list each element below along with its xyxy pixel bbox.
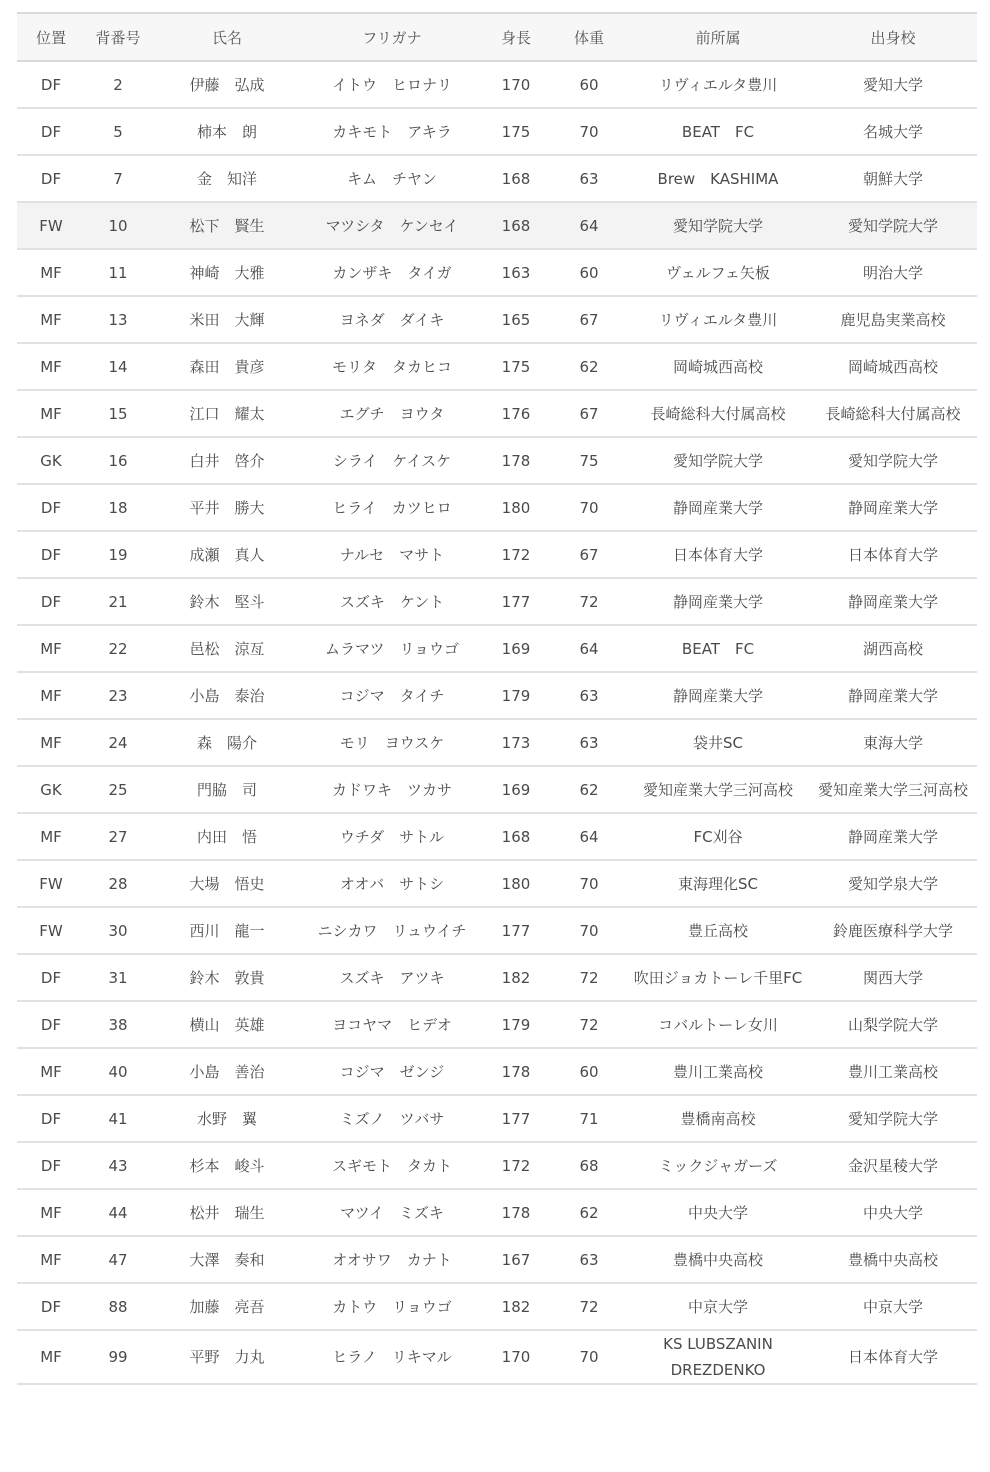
cell-weight: 62: [551, 1189, 627, 1236]
cell-school: 朝鮮大学: [809, 155, 977, 202]
cell-previous-team: 中京大学: [627, 1283, 809, 1330]
cell-weight: 70: [551, 907, 627, 954]
table-row: [17, 625, 977, 672]
cell-name: 米田 大輝: [151, 296, 303, 343]
cell-name: 小島 泰治: [151, 672, 303, 719]
table-row: [17, 813, 977, 860]
table-row: [17, 1048, 977, 1095]
cell-position: DF: [17, 531, 85, 578]
cell-school: 豊川工業高校: [809, 1048, 977, 1095]
cell-name: 西川 龍一: [151, 907, 303, 954]
cell-previous-team: 豊丘高校: [627, 907, 809, 954]
cell-position: DF: [17, 61, 85, 108]
cell-weight: 72: [551, 1001, 627, 1048]
cell-school: 愛知産業大学三河高校: [809, 766, 977, 813]
cell-school: 長崎総科大付属高校: [809, 390, 977, 437]
cell-furigana: コジマ タイチ: [303, 672, 481, 719]
cell-number: 88: [85, 1283, 151, 1330]
cell-weight: 67: [551, 296, 627, 343]
cell-number: 11: [85, 249, 151, 296]
cell-name: 金 知洋: [151, 155, 303, 202]
cell-name: 水野 翼: [151, 1095, 303, 1142]
cell-number: 43: [85, 1142, 151, 1189]
cell-previous-team: ミックジャガーズ: [627, 1142, 809, 1189]
cell-height: 172: [481, 531, 551, 578]
cell-position: MF: [17, 719, 85, 766]
cell-height: 182: [481, 954, 551, 1001]
cell-height: 180: [481, 860, 551, 907]
cell-previous-team: ヴェルフェ矢板: [627, 249, 809, 296]
cell-number: 38: [85, 1001, 151, 1048]
cell-position: MF: [17, 296, 85, 343]
cell-position: DF: [17, 1001, 85, 1048]
cell-name: 小島 善治: [151, 1048, 303, 1095]
cell-number: 41: [85, 1095, 151, 1142]
table-row: [17, 578, 977, 625]
header-furigana: フリガナ: [303, 13, 481, 61]
table-row: [17, 437, 977, 484]
cell-furigana: マツイ ミズキ: [303, 1189, 481, 1236]
table-header: [17, 13, 977, 61]
cell-height: 177: [481, 907, 551, 954]
cell-height: 169: [481, 766, 551, 813]
cell-position: GK: [17, 766, 85, 813]
cell-name: 平野 力丸: [151, 1330, 303, 1384]
cell-weight: 70: [551, 860, 627, 907]
table-row: [17, 766, 977, 813]
table-row: [17, 672, 977, 719]
cell-name: 森田 貴彦: [151, 343, 303, 390]
cell-number: 13: [85, 296, 151, 343]
cell-position: MF: [17, 1189, 85, 1236]
cell-school: 岡崎城西高校: [809, 343, 977, 390]
cell-weight: 63: [551, 672, 627, 719]
cell-height: 179: [481, 672, 551, 719]
cell-previous-team: 豊橋南高校: [627, 1095, 809, 1142]
cell-height: 173: [481, 719, 551, 766]
table-row: [17, 719, 977, 766]
cell-height: 175: [481, 343, 551, 390]
cell-weight: 72: [551, 954, 627, 1001]
cell-position: MF: [17, 672, 85, 719]
table-row: [17, 954, 977, 1001]
cell-name: 邑松 涼亙: [151, 625, 303, 672]
cell-position: GK: [17, 437, 85, 484]
cell-number: 24: [85, 719, 151, 766]
cell-height: 178: [481, 1048, 551, 1095]
cell-name: 大場 悟史: [151, 860, 303, 907]
cell-previous-team: リヴィエルタ豊川: [627, 61, 809, 108]
table-row: [17, 249, 977, 296]
cell-number: 7: [85, 155, 151, 202]
cell-height: 170: [481, 1330, 551, 1384]
cell-weight: 72: [551, 578, 627, 625]
cell-height: 163: [481, 249, 551, 296]
cell-weight: 64: [551, 202, 627, 249]
cell-height: 176: [481, 390, 551, 437]
cell-furigana: シライ ケイスケ: [303, 437, 481, 484]
cell-height: 177: [481, 578, 551, 625]
cell-height: 168: [481, 813, 551, 860]
cell-school: 鈴鹿医療科学大学: [809, 907, 977, 954]
cell-furigana: ヨネダ ダイキ: [303, 296, 481, 343]
cell-furigana: モリタ タカヒコ: [303, 343, 481, 390]
cell-position: DF: [17, 1283, 85, 1330]
table-row: [17, 108, 977, 155]
cell-name: 江口 耀太: [151, 390, 303, 437]
cell-position: DF: [17, 1095, 85, 1142]
cell-number: 27: [85, 813, 151, 860]
cell-previous-team: リヴィエルタ豊川: [627, 296, 809, 343]
cell-weight: 67: [551, 390, 627, 437]
table-row: [17, 907, 977, 954]
cell-height: 165: [481, 296, 551, 343]
cell-number: 21: [85, 578, 151, 625]
cell-name: 平井 勝大: [151, 484, 303, 531]
cell-school: 湖西高校: [809, 625, 977, 672]
cell-position: DF: [17, 484, 85, 531]
cell-furigana: スズキ ケント: [303, 578, 481, 625]
cell-name: 白井 啓介: [151, 437, 303, 484]
cell-number: 99: [85, 1330, 151, 1384]
cell-name: 内田 悟: [151, 813, 303, 860]
cell-height: 168: [481, 202, 551, 249]
cell-previous-team: 豊橋中央高校: [627, 1236, 809, 1283]
cell-position: MF: [17, 1236, 85, 1283]
cell-school: 名城大学: [809, 108, 977, 155]
cell-weight: 71: [551, 1095, 627, 1142]
cell-furigana: カキモト アキラ: [303, 108, 481, 155]
cell-previous-team: 愛知産業大学三河高校: [627, 766, 809, 813]
cell-position: MF: [17, 249, 85, 296]
cell-height: 179: [481, 1001, 551, 1048]
roster-table-container: [17, 12, 977, 1385]
cell-name: 松下 賢生: [151, 202, 303, 249]
cell-name: 鈴木 堅斗: [151, 578, 303, 625]
header-name: 氏名: [151, 13, 303, 61]
cell-previous-team: 愛知学院大学: [627, 202, 809, 249]
cell-school: 鹿児島実業高校: [809, 296, 977, 343]
cell-previous-team: 静岡産業大学: [627, 672, 809, 719]
cell-previous-team: 豊川工業高校: [627, 1048, 809, 1095]
cell-number: 25: [85, 766, 151, 813]
cell-weight: 68: [551, 1142, 627, 1189]
cell-weight: 60: [551, 61, 627, 108]
header-position: 位置: [17, 13, 85, 61]
cell-previous-team: コバルトーレ女川: [627, 1001, 809, 1048]
cell-weight: 70: [551, 108, 627, 155]
table-row: [17, 860, 977, 907]
cell-weight: 72: [551, 1283, 627, 1330]
cell-school: 愛知学院大学: [809, 202, 977, 249]
cell-previous-team: 静岡産業大学: [627, 484, 809, 531]
cell-school: 愛知学院大学: [809, 437, 977, 484]
cell-previous-team: 中央大学: [627, 1189, 809, 1236]
cell-position: DF: [17, 954, 85, 1001]
cell-weight: 67: [551, 531, 627, 578]
cell-name: 鈴木 敦貴: [151, 954, 303, 1001]
cell-weight: 63: [551, 1236, 627, 1283]
cell-furigana: オオバ サトシ: [303, 860, 481, 907]
cell-height: 170: [481, 61, 551, 108]
cell-previous-team: 長崎総科大付属高校: [627, 390, 809, 437]
cell-weight: 64: [551, 625, 627, 672]
cell-number: 22: [85, 625, 151, 672]
cell-previous-team: 東海理化SC: [627, 860, 809, 907]
table-row: [17, 1095, 977, 1142]
cell-position: MF: [17, 390, 85, 437]
table-body: [17, 61, 977, 1384]
cell-position: MF: [17, 343, 85, 390]
cell-previous-team: 吹田ジョカトーレ千里FC: [627, 954, 809, 1001]
cell-name: 森 陽介: [151, 719, 303, 766]
cell-furigana: イトウ ヒロナリ: [303, 61, 481, 108]
cell-number: 5: [85, 108, 151, 155]
cell-height: 175: [481, 108, 551, 155]
cell-furigana: ヒライ カツヒロ: [303, 484, 481, 531]
cell-previous-team: FC刈谷: [627, 813, 809, 860]
cell-name: 成瀬 真人: [151, 531, 303, 578]
table-row: [17, 484, 977, 531]
cell-furigana: カンザキ タイガ: [303, 249, 481, 296]
cell-number: 23: [85, 672, 151, 719]
cell-previous-team: 静岡産業大学: [627, 578, 809, 625]
cell-school: 東海大学: [809, 719, 977, 766]
cell-number: 44: [85, 1189, 151, 1236]
cell-height: 182: [481, 1283, 551, 1330]
cell-furigana: スギモト タカト: [303, 1142, 481, 1189]
cell-furigana: ナルセ マサト: [303, 531, 481, 578]
cell-number: 31: [85, 954, 151, 1001]
header-previous-team: 前所属: [627, 13, 809, 61]
cell-position: DF: [17, 1142, 85, 1189]
table-row: [17, 343, 977, 390]
cell-school: 豊橋中央高校: [809, 1236, 977, 1283]
cell-furigana: オオサワ カナト: [303, 1236, 481, 1283]
header-weight: 体重: [551, 13, 627, 61]
table-row: [17, 1189, 977, 1236]
table-row: [17, 61, 977, 108]
cell-name: 神崎 大雅: [151, 249, 303, 296]
cell-furigana: キム チヤン: [303, 155, 481, 202]
cell-previous-team: Brew KASHIMA: [627, 155, 809, 202]
cell-furigana: ウチダ サトル: [303, 813, 481, 860]
header-row: [17, 13, 977, 61]
cell-school: 静岡産業大学: [809, 578, 977, 625]
roster-table: [17, 12, 977, 1385]
cell-weight: 64: [551, 813, 627, 860]
cell-school: 愛知学泉大学: [809, 860, 977, 907]
cell-position: FW: [17, 860, 85, 907]
cell-school: 愛知大学: [809, 61, 977, 108]
cell-weight: 62: [551, 343, 627, 390]
cell-school: 中京大学: [809, 1283, 977, 1330]
table-row: [17, 1142, 977, 1189]
cell-position: MF: [17, 813, 85, 860]
cell-height: 180: [481, 484, 551, 531]
cell-previous-team: BEAT FC: [627, 625, 809, 672]
header-number: 背番号: [85, 13, 151, 61]
cell-name: 柿本 朗: [151, 108, 303, 155]
cell-number: 40: [85, 1048, 151, 1095]
cell-number: 10: [85, 202, 151, 249]
cell-position: MF: [17, 1048, 85, 1095]
cell-weight: 63: [551, 155, 627, 202]
cell-height: 167: [481, 1236, 551, 1283]
cell-number: 18: [85, 484, 151, 531]
cell-furigana: モリ ヨウスケ: [303, 719, 481, 766]
cell-previous-team: 袋井SC: [627, 719, 809, 766]
cell-name: 大澤 奏和: [151, 1236, 303, 1283]
cell-school: 山梨学院大学: [809, 1001, 977, 1048]
cell-furigana: ヒラノ リキマル: [303, 1330, 481, 1384]
cell-weight: 60: [551, 249, 627, 296]
cell-furigana: スズキ アツキ: [303, 954, 481, 1001]
cell-school: 静岡産業大学: [809, 484, 977, 531]
cell-school: 明治大学: [809, 249, 977, 296]
cell-height: 169: [481, 625, 551, 672]
cell-previous-team: 愛知学院大学: [627, 437, 809, 484]
cell-furigana: ヨコヤマ ヒデオ: [303, 1001, 481, 1048]
cell-position: DF: [17, 578, 85, 625]
cell-number: 47: [85, 1236, 151, 1283]
cell-position: FW: [17, 907, 85, 954]
cell-height: 178: [481, 437, 551, 484]
cell-furigana: マツシタ ケンセイ: [303, 202, 481, 249]
table-row: [17, 1001, 977, 1048]
cell-number: 28: [85, 860, 151, 907]
cell-weight: 70: [551, 484, 627, 531]
cell-position: DF: [17, 108, 85, 155]
cell-number: 30: [85, 907, 151, 954]
cell-position: FW: [17, 202, 85, 249]
cell-name: 横山 英雄: [151, 1001, 303, 1048]
table-row: [17, 155, 977, 202]
header-school: 出身校: [809, 13, 977, 61]
cell-number: 14: [85, 343, 151, 390]
cell-school: 愛知学院大学: [809, 1095, 977, 1142]
table-row: [17, 1236, 977, 1283]
cell-furigana: コジマ ゼンジ: [303, 1048, 481, 1095]
cell-number: 19: [85, 531, 151, 578]
cell-weight: 63: [551, 719, 627, 766]
cell-height: 168: [481, 155, 551, 202]
cell-weight: 75: [551, 437, 627, 484]
cell-previous-team: 岡崎城西高校: [627, 343, 809, 390]
cell-furigana: ミズノ ツバサ: [303, 1095, 481, 1142]
cell-previous-team: KS LUBSZANIN DREZDENKO: [627, 1330, 809, 1384]
cell-number: 16: [85, 437, 151, 484]
cell-school: 静岡産業大学: [809, 672, 977, 719]
cell-number: 15: [85, 390, 151, 437]
table-row: [17, 202, 977, 249]
cell-previous-team: BEAT FC: [627, 108, 809, 155]
header-height: 身長: [481, 13, 551, 61]
cell-name: 加藤 亮吾: [151, 1283, 303, 1330]
table-row: [17, 1330, 977, 1384]
cell-school: 日本体育大学: [809, 531, 977, 578]
cell-furigana: カトウ リョウゴ: [303, 1283, 481, 1330]
cell-height: 172: [481, 1142, 551, 1189]
cell-school: 金沢星稜大学: [809, 1142, 977, 1189]
cell-previous-team: 日本体育大学: [627, 531, 809, 578]
cell-school: 日本体育大学: [809, 1330, 977, 1384]
cell-school: 静岡産業大学: [809, 813, 977, 860]
cell-number: 2: [85, 61, 151, 108]
table-row: [17, 1283, 977, 1330]
cell-name: 杉本 峻斗: [151, 1142, 303, 1189]
cell-furigana: ニシカワ リュウイチ: [303, 907, 481, 954]
cell-weight: 62: [551, 766, 627, 813]
cell-position: MF: [17, 1330, 85, 1384]
table-row: [17, 531, 977, 578]
cell-position: DF: [17, 155, 85, 202]
cell-name: 松井 瑞生: [151, 1189, 303, 1236]
cell-name: 伊藤 弘成: [151, 61, 303, 108]
table-row: [17, 390, 977, 437]
cell-height: 178: [481, 1189, 551, 1236]
cell-weight: 70: [551, 1330, 627, 1384]
cell-school: 中央大学: [809, 1189, 977, 1236]
cell-school: 関西大学: [809, 954, 977, 1001]
cell-position: MF: [17, 625, 85, 672]
cell-furigana: エグチ ヨウタ: [303, 390, 481, 437]
cell-furigana: ムラマツ リョウゴ: [303, 625, 481, 672]
table-row: [17, 296, 977, 343]
cell-name: 門脇 司: [151, 766, 303, 813]
cell-furigana: カドワキ ツカサ: [303, 766, 481, 813]
cell-height: 177: [481, 1095, 551, 1142]
cell-weight: 60: [551, 1048, 627, 1095]
